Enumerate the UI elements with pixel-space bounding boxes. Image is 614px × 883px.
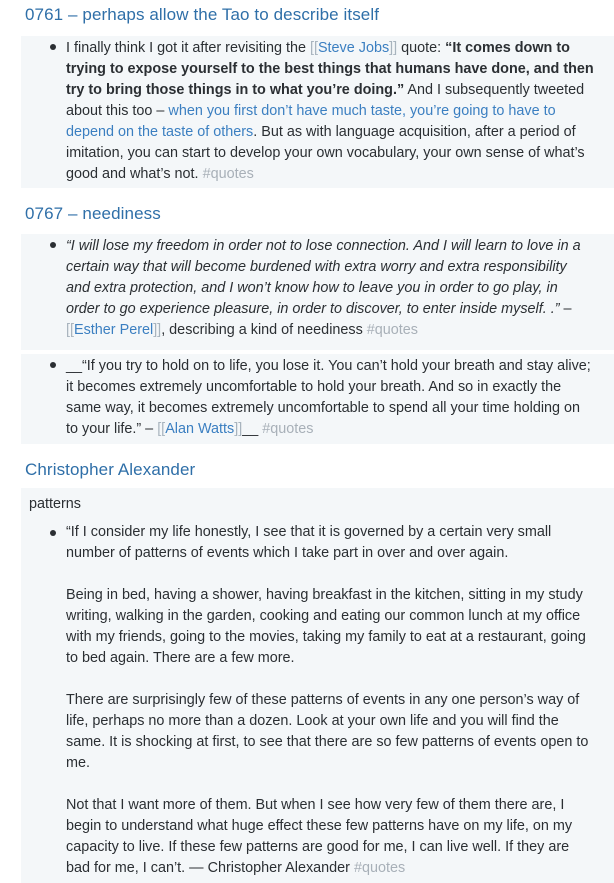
block-text: , describing a kind of neediness <box>161 322 367 338</box>
page-title-christopher-alexander[interactable]: Christopher Alexander <box>25 460 196 479</box>
quote-paragraph <box>66 795 594 879</box>
block-text: And I subsequently tweeted about this too – <box>66 82 585 119</box>
link-bracket: [[ <box>157 421 166 437</box>
block-item[interactable] <box>21 234 614 341</box>
page-link-steve-jobs[interactable]: Steve Jobs <box>317 40 390 56</box>
page-link-alan-watts[interactable]: Alan Watts <box>165 421 235 437</box>
block-text: __“If you try to hold on to life, you lose it. You can’t hold your breath and stay alive; it becomes extremely uncomfortable to hold your breath. And so in exactly the same way, it becomes extremely uncomfortable to spend all your time holding on to your life.” – <box>66 358 591 437</box>
block-label-patterns[interactable]: patterns <box>29 496 81 512</box>
block-text: . But as with language acquisition, after a period of imitation, you can start to develop your own vocabulary, your own sense of what’s good and what’s not. <box>66 124 585 182</box>
block-card <box>21 234 614 350</box>
link-bracket: ]] <box>234 421 243 437</box>
page-link-esther-perel[interactable]: Esther Perel <box>74 322 154 338</box>
link-bracket: [[ <box>309 40 318 56</box>
block-card <box>21 354 614 444</box>
block-item[interactable] <box>21 354 614 440</box>
block-list <box>21 36 614 185</box>
quote-paragraph: “If I consider my life honestly, I see that it is governed by a certain very small number of patterns of events which I take part in over and over again. <box>66 524 552 561</box>
tag-quotes[interactable]: #quotes <box>202 166 254 182</box>
tag-quotes[interactable]: #quotes <box>353 860 406 876</box>
block-text: I finally think I got it after revisiting the <box>66 40 310 56</box>
block-list <box>21 522 614 879</box>
block-item[interactable] <box>21 36 614 185</box>
block-text: quote: <box>397 40 446 56</box>
tweet-link[interactable]: when you first don’t have much taste, you’re going to have to depend on the taste of others <box>66 103 556 140</box>
block-list <box>21 234 614 341</box>
block-card <box>21 488 614 883</box>
block-text: – <box>559 301 572 317</box>
block-card <box>21 36 614 188</box>
link-bracket: ]] <box>153 322 162 338</box>
italic-quote: “I will lose my freedom in order not to lose connection. And I will learn to love in a certain way that will become burdened with extra worry and extra responsibility and extra protection, and I won’t know how to leave you in order to go play, in order to go experience pleasure, in order to discover, to enter inside myself. .” <box>66 238 581 317</box>
block-text: Not that I want more of them. But when I see how very few of them there are, I begin to understand what huge effect these few patterns have on my life, on my capacity to live. If these few patterns are good for me, I can live well. If they are bad for me, I can’t. — Christopher Alexander <box>66 797 573 876</box>
bold-quote: “It comes down to trying to expose yourself to the best things that humans have done, and then try to bring those things in to what you’re doing.” <box>66 40 594 98</box>
quote-paragraph: Being in bed, having a shower, having breakfast in the kitchen, sitting in my study writing, walking in the garden, cooking and eating our common lunch at my office with my friends, going to the movies, taking my family to eat at a restaurant, going to bed again. There are a few more. <box>66 587 586 666</box>
tag-quotes[interactable]: #quotes <box>366 322 418 338</box>
tag-quotes[interactable]: #quotes <box>262 421 314 437</box>
block-list <box>21 354 614 440</box>
block-item[interactable] <box>21 522 614 879</box>
page-title-neediness[interactable]: 0767 – neediness <box>25 204 161 223</box>
quote-paragraph: There are surprisingly few of these patterns of events in any one person’s way of life, perhaps no more than a dozen. Look at your own life and you will find the same. It is shocking at first, to see that there are so few patterns of events open to me. <box>66 692 589 771</box>
block-text: __ <box>242 421 263 437</box>
page-title-tao[interactable]: 0761 – perhaps allow the Tao to describe itself <box>25 5 380 24</box>
link-bracket: ]] <box>389 40 398 56</box>
link-bracket: [[ <box>66 322 74 338</box>
